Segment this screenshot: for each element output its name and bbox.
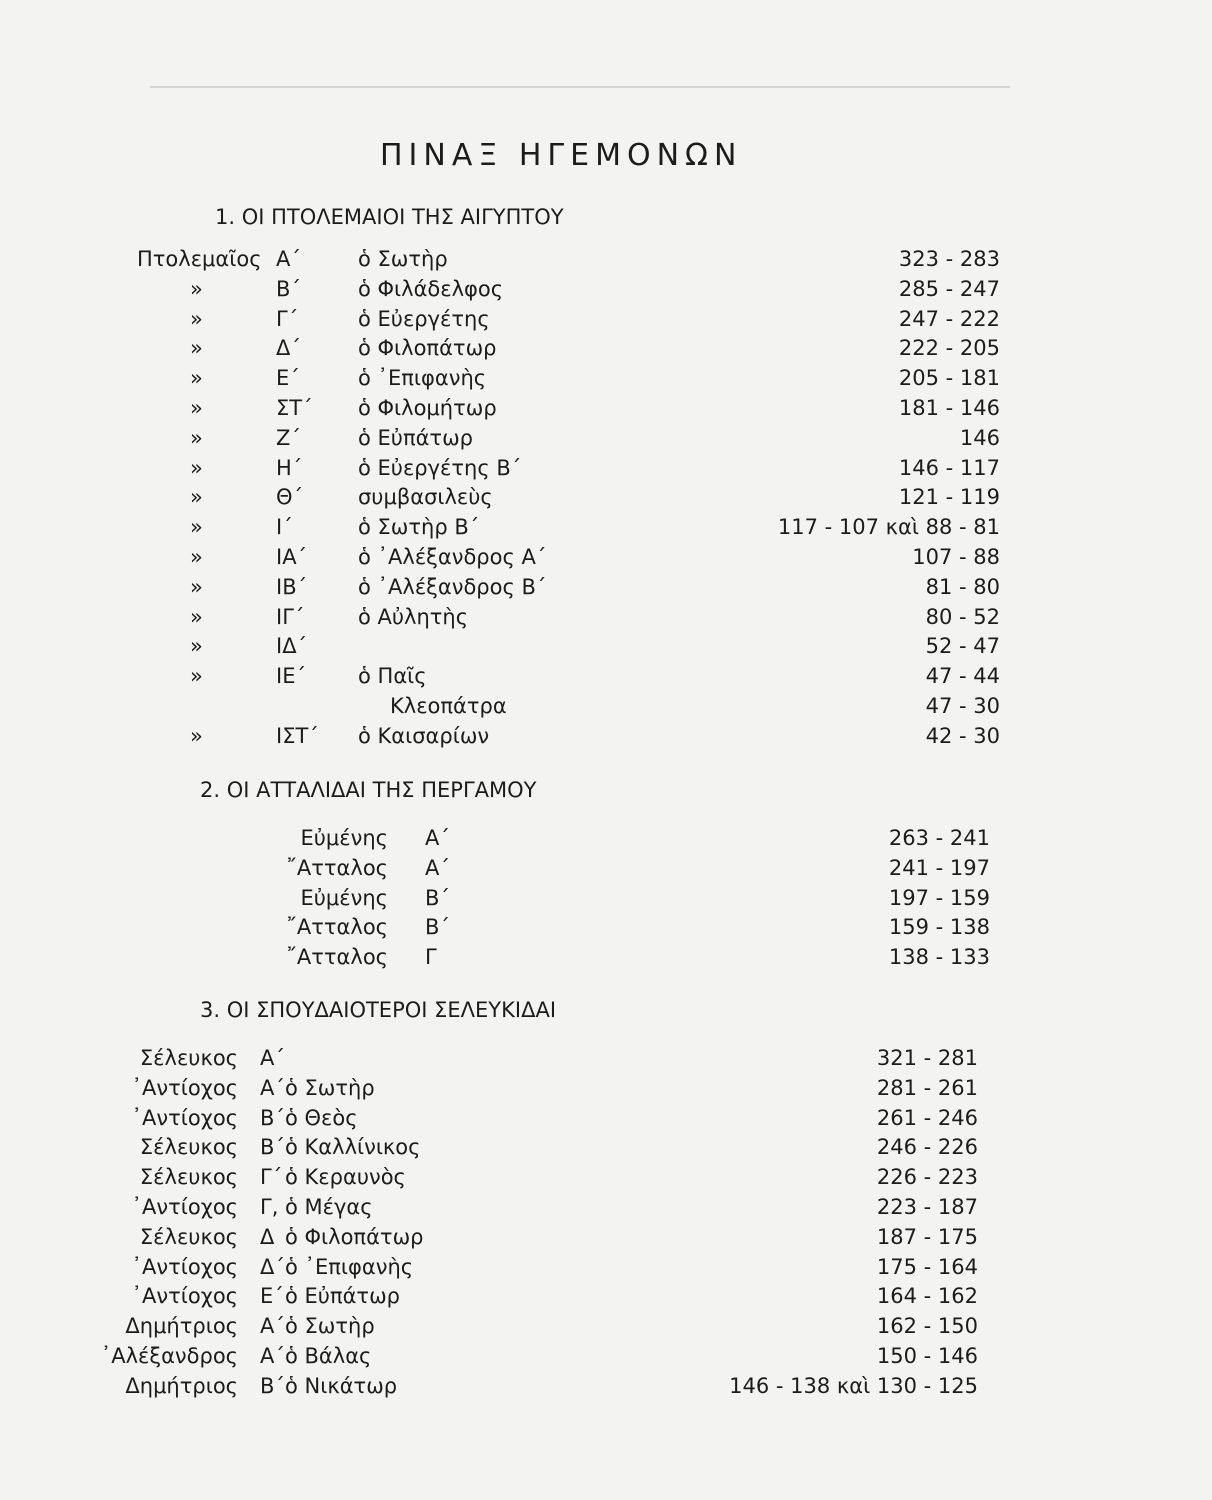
table-row xyxy=(0,247,1212,277)
cell-epithet: ὁ Μέγας xyxy=(285,1195,373,1219)
cell-num: Α΄ xyxy=(260,1314,285,1339)
cell-years: 187 - 175 xyxy=(876,1224,978,1249)
cell-years: 281 - 261 xyxy=(876,1075,978,1100)
cell-name: » xyxy=(190,485,203,510)
cell-epithet: ὁ Σωτὴρ xyxy=(358,247,448,271)
cell-years: 42 - 30 xyxy=(925,723,1000,748)
cell-years: 47 - 44 xyxy=(925,664,1000,689)
cell-epithet: ὁ Φιλοπάτωρ xyxy=(285,1224,424,1249)
cell-num: Ι΄ xyxy=(276,515,293,540)
table-row xyxy=(0,575,1212,605)
cell-num: Γ xyxy=(425,945,437,970)
table-row xyxy=(0,366,1212,396)
cell-years: 81 - 80 xyxy=(925,574,1000,599)
cell-num: Β΄ xyxy=(260,1135,285,1160)
table-row xyxy=(0,886,1212,916)
table-row xyxy=(0,634,1212,664)
cell-years: 247 - 222 xyxy=(898,306,1000,331)
cell-epithet: ὁ Θεὸς xyxy=(285,1105,358,1130)
cell-name: » xyxy=(190,366,203,391)
cell-name: » xyxy=(190,634,203,659)
cell-years: 138 - 133 xyxy=(888,945,990,970)
cell-name: » xyxy=(190,723,203,748)
cell-name: » xyxy=(190,545,203,569)
cell-epithet: ὁ Παῖς xyxy=(358,664,427,689)
cell-num: Γ΄ xyxy=(276,306,299,331)
cell-name: ῎Ατταλος xyxy=(286,855,388,880)
cell-epithet: ὁ Καισαρίων xyxy=(358,723,490,748)
cell-num: Β΄ xyxy=(276,276,301,301)
cell-num: ΙΕ΄ xyxy=(276,664,306,689)
cell-name: » xyxy=(190,396,203,420)
cell-name: » xyxy=(190,604,203,629)
cell-years: 146 xyxy=(959,425,1000,450)
cell-name: Σέλευκος xyxy=(139,1224,238,1249)
cell-num: Β΄ xyxy=(425,915,450,940)
table-row xyxy=(0,724,1212,754)
cell-years: 164 - 162 xyxy=(876,1284,978,1309)
cell-num: ΣΤ΄ xyxy=(276,396,313,420)
cell-years: 222 - 205 xyxy=(898,336,1000,361)
cell-name: » xyxy=(190,276,203,301)
table-row xyxy=(0,396,1212,426)
table-row xyxy=(0,915,1212,945)
cell-name: ᾿Αλέξανδρος xyxy=(100,1344,238,1368)
table-row xyxy=(0,1374,1212,1404)
table-row xyxy=(0,1225,1212,1255)
table-row xyxy=(0,1314,1212,1344)
cell-name: Σέλευκος xyxy=(139,1135,238,1160)
cell-epithet: ὁ Βάλας xyxy=(285,1344,372,1368)
cell-epithet: ὁ Αὐλητὴς xyxy=(358,604,469,629)
cell-years: 52 - 47 xyxy=(925,634,1000,659)
cell-num: ΙΓ΄ xyxy=(276,604,305,629)
table-row xyxy=(0,605,1212,635)
cell-name: ᾿Αντίοχος xyxy=(131,1284,238,1309)
cell-num: ΙΔ΄ xyxy=(276,634,308,659)
cell-name: » xyxy=(190,664,203,689)
cell-years: 197 - 159 xyxy=(888,885,990,910)
cell-num: Γ, xyxy=(260,1195,279,1219)
section-heading-ptolemies: 1. ΟΙ ΠΤΟΛΕΜΑΙΟΙ ΤΗΣ ΑΙΓΥΠΤΟΥ xyxy=(215,205,564,229)
cell-years: 47 - 30 xyxy=(925,694,1000,718)
table-row xyxy=(0,515,1212,545)
cell-num: Α΄ xyxy=(425,826,450,850)
cell-years: 261 - 246 xyxy=(876,1105,978,1130)
table-row xyxy=(0,277,1212,307)
cell-epithet: ὁ Φιλομήτωρ xyxy=(358,396,497,420)
cell-num: Α΄ xyxy=(276,247,301,271)
cell-years: 146 - 117 xyxy=(898,455,1000,480)
table-row xyxy=(0,456,1212,486)
cell-years: 146 - 138 καὶ 130 - 125 xyxy=(729,1373,978,1398)
table-row xyxy=(0,1046,1212,1076)
cell-years: 162 - 150 xyxy=(876,1314,978,1339)
cell-num: ΙΣΤ΄ xyxy=(276,723,319,748)
cell-num: Ε΄ xyxy=(276,366,300,391)
cell-years: 223 - 187 xyxy=(876,1195,978,1219)
cell-num: Γ΄ xyxy=(260,1165,283,1190)
table-row xyxy=(0,826,1212,856)
table-row xyxy=(0,336,1212,366)
cell-num: Δ΄ xyxy=(260,1254,285,1279)
cell-name: » xyxy=(190,455,203,480)
table-row xyxy=(0,664,1212,694)
cell-name: Σέλευκος xyxy=(139,1046,238,1070)
cell-epithet: ὁ Νικάτωρ xyxy=(285,1373,398,1398)
cell-name: ᾿Αντίοχος xyxy=(131,1195,238,1219)
table-row xyxy=(0,307,1212,337)
table-row xyxy=(0,1135,1212,1165)
cell-epithet: ὁ Φιλάδελφος xyxy=(358,276,504,301)
cell-name: » xyxy=(190,574,203,599)
table-row xyxy=(0,945,1212,975)
table-row xyxy=(0,1195,1212,1225)
cell-name: » xyxy=(190,425,203,450)
cell-num: Β΄ xyxy=(425,885,450,910)
cell-name: ῎Ατταλος xyxy=(286,945,388,970)
cell-years: 263 - 241 xyxy=(888,826,990,850)
cell-name: » xyxy=(190,336,203,361)
cell-epithet: ὁ Σωτὴρ Β΄ xyxy=(358,515,480,540)
cell-epithet: ὁ Φιλοπάτωρ xyxy=(358,336,497,361)
cell-name: ᾿Αντίοχος xyxy=(131,1105,238,1130)
cell-years: 107 - 88 xyxy=(912,545,1000,569)
cell-num: ΙΒ΄ xyxy=(276,574,308,599)
cell-name: ῎Ατταλος xyxy=(286,915,388,940)
cell-epithet: ὁ Εὐπάτωρ xyxy=(358,425,473,450)
section-heading-seleucids: 3. ΟΙ ΣΠΟΥΔΑΙΟΤΕΡΟΙ ΣΕΛΕΥΚΙΔΑΙ xyxy=(200,998,557,1022)
table-row xyxy=(0,1106,1212,1136)
cell-years: 321 - 281 xyxy=(876,1046,978,1070)
cell-years: 285 - 247 xyxy=(898,276,1000,301)
page-title: ΠΙΝΑΞ ΗΓΕΜΟΝΩΝ xyxy=(380,138,743,173)
cell-num: Δ΄ xyxy=(276,336,301,361)
cell-num: Δ xyxy=(260,1224,275,1249)
table-row xyxy=(0,694,1212,724)
cell-years: 246 - 226 xyxy=(876,1135,978,1160)
cell-name: ᾿Αντίοχος xyxy=(131,1254,238,1279)
cell-epithet: ὁ ᾿Αλέξανδρος Β΄ xyxy=(358,574,547,599)
cell-num: Ε΄ xyxy=(260,1284,284,1309)
cell-name: Δημήτριος xyxy=(125,1373,238,1398)
table-row xyxy=(0,1344,1212,1374)
cell-num: Α΄ xyxy=(260,1046,285,1070)
cell-epithet: ὁ Σωτὴρ xyxy=(285,1314,375,1339)
table-row xyxy=(0,545,1212,575)
cell-name: Εὐμένης xyxy=(300,826,388,850)
cell-years: 226 - 223 xyxy=(876,1165,978,1190)
cell-years: 159 - 138 xyxy=(888,915,990,940)
cell-num: Α΄ xyxy=(260,1075,285,1100)
cell-num: Ζ΄ xyxy=(276,425,301,450)
cell-name: Δημήτριος xyxy=(125,1314,238,1339)
cell-num: Θ΄ xyxy=(276,485,304,510)
cell-years: 121 - 119 xyxy=(898,485,1000,510)
cell-epithet: ὁ Σωτὴρ xyxy=(285,1075,375,1100)
table-row xyxy=(0,1255,1212,1285)
cell-name: Σέλευκος xyxy=(139,1165,238,1190)
cell-years: 241 - 197 xyxy=(888,855,990,880)
cell-epithet: ὁ Εὐεργέτης Β΄ xyxy=(358,455,522,480)
cell-years: 175 - 164 xyxy=(876,1254,978,1279)
table-row xyxy=(0,426,1212,456)
cell-epithet: ὁ ᾿Αλέξανδρος Α΄ xyxy=(358,545,547,569)
table-row xyxy=(0,1284,1212,1314)
cell-epithet: ὁ Καλλίνικος xyxy=(285,1135,421,1160)
cell-num: Β΄ xyxy=(260,1105,285,1130)
bleed-through-header-rule xyxy=(150,50,1010,88)
cell-epithet: ὁ ᾿Επιφανὴς xyxy=(358,366,487,391)
cell-years: 205 - 181 xyxy=(898,366,1000,391)
cell-years: 117 - 107 καὶ 88 - 81 xyxy=(777,515,1000,540)
cell-years: 150 - 146 xyxy=(876,1344,978,1368)
table-row xyxy=(0,856,1212,886)
table-row xyxy=(0,485,1212,515)
cell-years: 323 - 283 xyxy=(898,247,1000,271)
cell-num: Η΄ xyxy=(276,455,303,480)
cell-name: Εὐμένης xyxy=(300,885,388,910)
cell-num: Β΄ xyxy=(260,1373,285,1398)
cell-epithet: Κλεοπάτρα xyxy=(390,694,507,718)
cell-epithet: ὁ Κεραυνὸς xyxy=(285,1165,406,1190)
cell-years: 181 - 146 xyxy=(898,396,1000,420)
cell-epithet: ὁ Εὐπάτωρ xyxy=(285,1284,400,1309)
cell-epithet: ὁ Εὐεργέτης xyxy=(358,306,490,331)
cell-name: » xyxy=(190,515,203,540)
table-row xyxy=(0,1165,1212,1195)
section-heading-attalids: 2. ΟΙ ΑΤΤΑΛΙΔΑΙ ΤΗΣ ΠΕΡΓΑΜΟΥ xyxy=(200,778,537,802)
cell-name: » xyxy=(190,306,203,331)
cell-num: ΙΑ΄ xyxy=(276,545,308,569)
cell-epithet: συμβασιλεὺς xyxy=(358,485,493,510)
cell-name: Πτολεμαῖος xyxy=(137,247,262,271)
cell-years: 80 - 52 xyxy=(925,604,1000,629)
cell-num: Α΄ xyxy=(425,855,450,880)
cell-name: ᾿Αντίοχος xyxy=(131,1075,238,1100)
table-row xyxy=(0,1076,1212,1106)
cell-epithet: ὁ ᾿Επιφανὴς xyxy=(285,1254,414,1279)
cell-num: Α΄ xyxy=(260,1344,285,1368)
